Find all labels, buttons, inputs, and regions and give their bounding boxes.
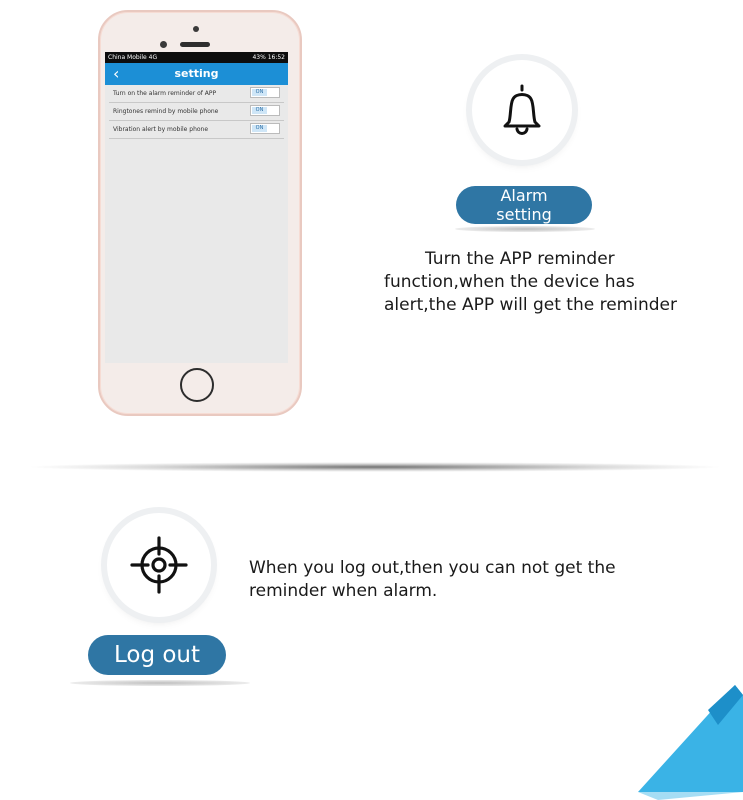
setting-label: Ringtones remind by mobile phone — [113, 108, 219, 115]
pill-shadow — [70, 680, 250, 686]
status-bar — [105, 52, 288, 63]
vibration-toggle[interactable] — [250, 123, 280, 134]
back-icon[interactable]: ‹ — [113, 64, 120, 83]
setting-row-ringtone — [109, 103, 284, 121]
app-reminder-toggle[interactable] — [250, 87, 280, 98]
ringtone-toggle[interactable] — [250, 105, 280, 116]
desc-line: Turn the APP reminder — [425, 249, 615, 269]
logout-icon-circle — [107, 513, 211, 617]
phone-camera — [160, 41, 167, 48]
status-right: 43% 16:52 — [252, 54, 285, 61]
alarm-icon-circle — [472, 60, 572, 160]
status-carrier: China Mobile 4G — [108, 54, 158, 61]
toggle-state: ON — [252, 125, 267, 132]
alarm-description — [384, 248, 714, 317]
setting-label: Vibration alert by mobile phone — [113, 126, 209, 133]
toggle-state: ON — [252, 89, 267, 96]
crosshair-icon — [130, 536, 188, 594]
phone-speaker — [180, 42, 210, 47]
app-bar — [105, 63, 288, 85]
pill-shadow — [455, 226, 595, 232]
corner-decoration — [613, 680, 743, 800]
phone-screen — [105, 52, 288, 363]
home-button[interactable] — [180, 368, 214, 402]
section-divider — [25, 462, 725, 472]
setting-label: Turn on the alarm reminder of APP — [113, 90, 217, 97]
logout-badge[interactable]: Log out — [88, 635, 226, 675]
toggle-state: ON — [252, 107, 267, 114]
badge-line: setting — [496, 205, 552, 224]
logout-description — [249, 557, 649, 603]
desc-line: alert,the APP will get the reminder — [384, 295, 677, 315]
bell-icon — [497, 82, 547, 138]
setting-row-vibration — [109, 121, 284, 139]
alarm-setting-badge — [456, 186, 592, 224]
phone-sensor — [193, 26, 199, 32]
desc-line: function,when the device has — [384, 272, 635, 292]
desc-line: reminder when alarm. — [249, 581, 438, 601]
page-title: setting — [174, 67, 219, 80]
setting-row-app-reminder — [109, 85, 284, 103]
badge-line: Alarm — [500, 186, 548, 205]
desc-line: When you log out,then you can not get the — [249, 558, 616, 578]
